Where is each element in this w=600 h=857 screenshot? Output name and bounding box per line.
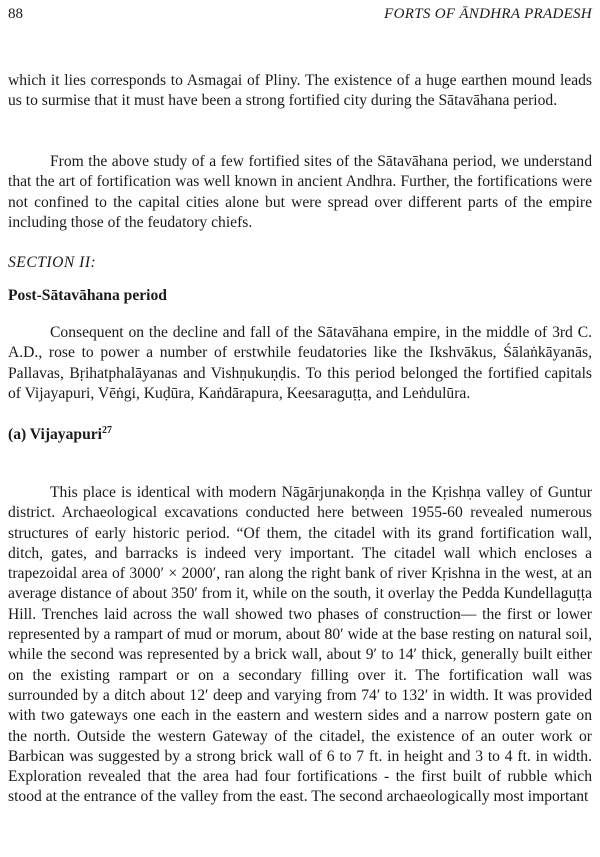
running-title: FORTS OF ĀNDHRA PRADESH xyxy=(384,6,592,22)
subheading-vijayapuri xyxy=(8,425,112,444)
subheading-post-satavahana: Post-Sātavāhana period xyxy=(8,287,167,304)
paragraph-vijayapuri: This place is identical with modern Nāgārjunakoṇḍa in the Kṛishṇa valley of Guntur district. Archaeological excavations conducted here between 1955-60 revealed numerous structures of early historic period. “Of them, the citadel with its grand fortification wall, ditch, gates, and barracks is indeed very important. The citadel wall which encloses a trapezoidal area of 3000′ × 2000′, ran along the right bank of river Kṛishna in the west, at an average distance of about 350′ from it, while on the south, it overlay the Pedda Kundellaguṭṭa Hill. Trenches laid across the wall showed two phases of construction— the first or lower represented by a rampart of mud or morum, about 80′ wide at the base resting on natural soil, while the second was represented by a brick wall, about 9′ to 14′ thick, generally built either on the existing rampart or on a secondary filling over it. The fortification wall was surrounded by a ditch about 12′ deep and varying from 74′ to 132′ in width. It was provided with two gateways one each in the eastern and western sides and a narrow postern gate on the north. Outside the western Gateway of the citadel, the existence of an outer work or Barbican was suggested by a strong brick wall of 6 to 7 ft. in height and 3 to 4 ft. in width. Exploration revealed that the area had four fortifications - the first built of rubble which stood at the entrance of the valley from the east. The second archaeologically most important xyxy=(8,484,592,806)
page-number: 88 xyxy=(8,6,23,22)
running-head xyxy=(8,6,592,26)
footnote-reference: 27 xyxy=(102,425,112,436)
paragraph-asmagai: which it lies corresponds to Asmagai of Pliny. The existence of a huge earthen mound leads us to surmise that it must have been a strong fortified city during the Sātavāhana period. xyxy=(8,72,592,110)
section-title: SECTION II: xyxy=(8,254,97,271)
paragraph-post-satavahana: Consequent on the decline and fall of the Sātavāhana empire, in the middle of 3rd C. A.D., rose to power a number of erstwhile feudatories like the Ikshvākus, Śālaṅkāyanās, Pallavas, Bṛihatphalāyanas and Vishṇukuṇḍis. To this period belonged the fortified capitals of Vijayapuri, Vēṅgi, Kuḍūra, Kaṅdārapura, Keesaraguṭṭa, and Leṅdulūra. xyxy=(8,324,592,402)
subheading-vijayapuri-label: (a) Vijayapuri xyxy=(8,426,102,443)
paragraph-fortification-summary: From the above study of a few fortified sites of the Sātavāhana period, we understand that the art of fortification was well known in ancient Andhra. Further, the fortifications were not confined to the capital cities alone but were spread over different parts of the empire including those of the feudatory chiefs. xyxy=(8,153,592,231)
